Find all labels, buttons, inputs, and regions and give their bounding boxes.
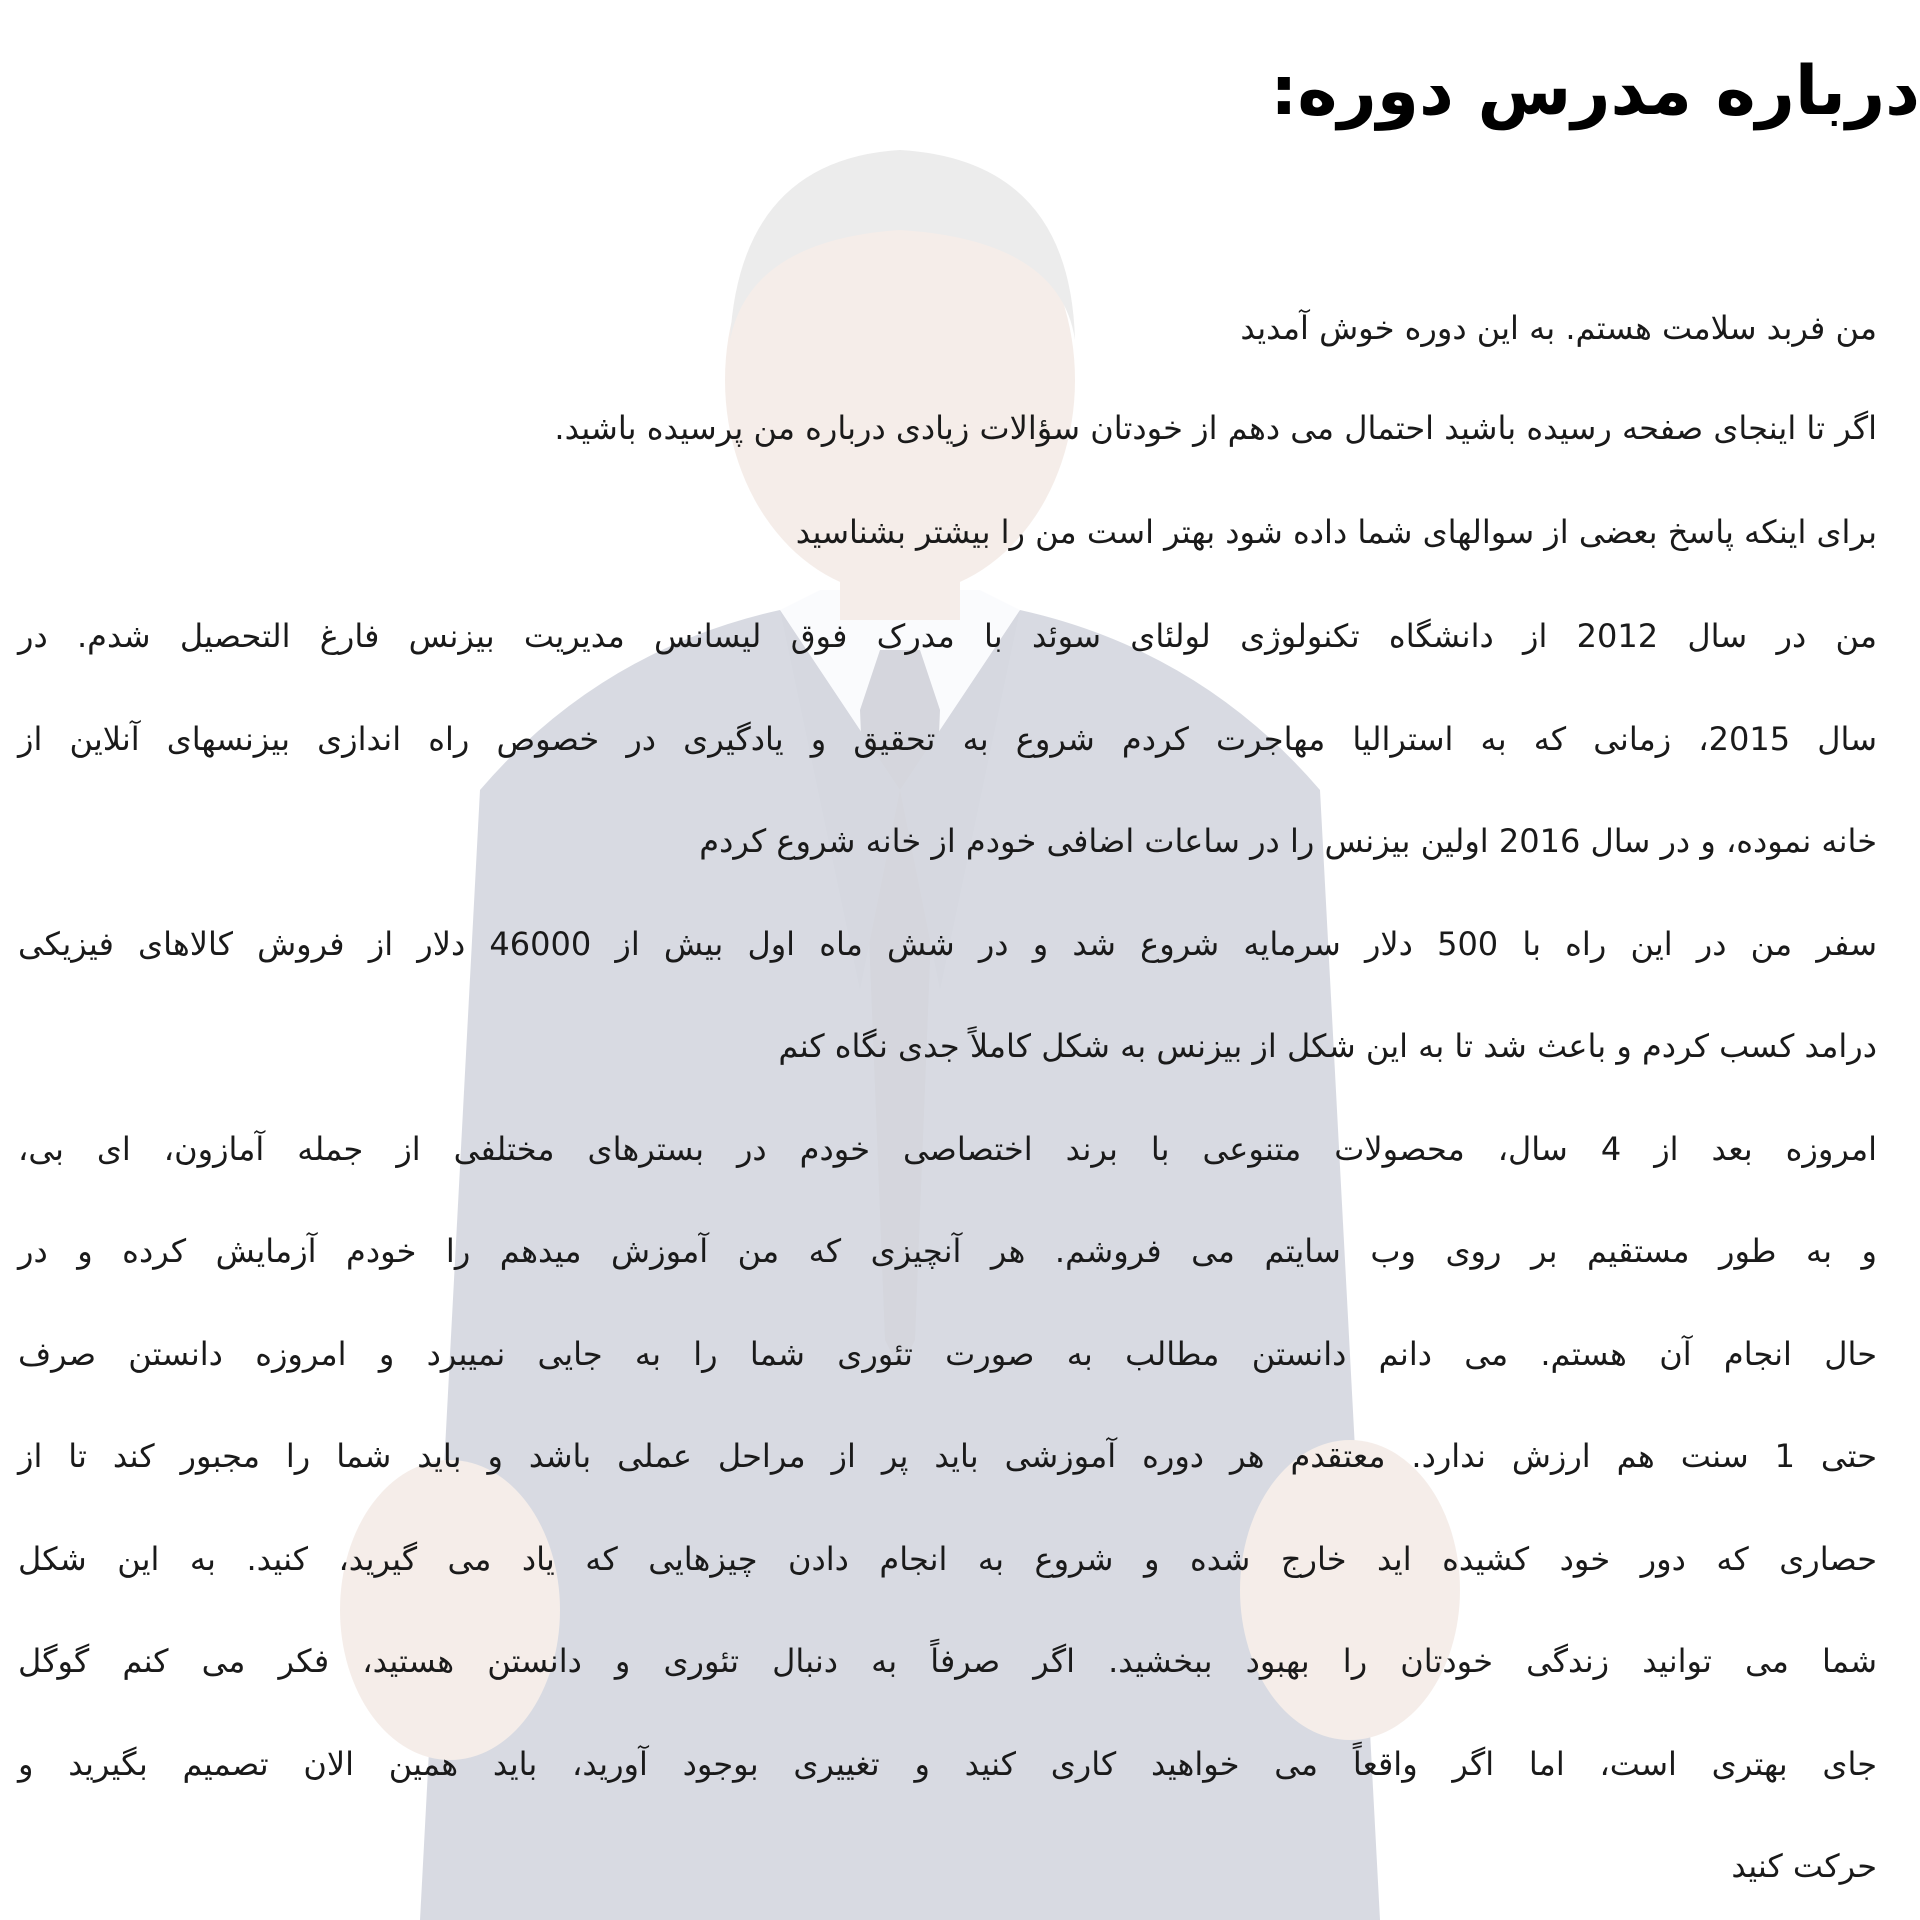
- bio-line: من در سال 2012 از دانشگاه تکنولوژی لولئای سوئد با مدرک فوق لیسانس مدیریت بیزنس فارغ التحصیل شدم. در: [18, 617, 1878, 655]
- bio-line: سال 2015، زمانی که به استرالیا مهاجرت کردم شروع به تحقیق و یادگیری در خصوص راه اندازی بیزنسهای آنلاین از: [18, 719, 1878, 758]
- bio-line: جای بهتری است، اما اگر واقعاً می خواهید کاری کنید و تغییری بوجود آورید، باید همین الان تصمیم بگیرید و: [18, 1744, 1877, 1783]
- intro-line-1: من فربد سلامت هستم. به این دوره خوش آمدید: [1240, 309, 1877, 347]
- bio-line: سفر من در این راه با 500 دلار سرمایه شروع شد و در شش ماه اول بیش از 46000 دلار از فروش کالاهای فیزیکی: [18, 924, 1878, 963]
- bio-line: حصاری که دور خود کشیده اید خارج شده و شروع به انجام دادن چیزهایی که یاد می گیرید، کنید. به این شکل: [18, 1539, 1877, 1578]
- bio-line: و به طور مستقیم بر روی وب سایتم می فروشم. هر آنچیزی که من آموزش میدهم را خودم آزمایش کرده و در: [18, 1232, 1877, 1270]
- bio-line: حتی 1 سنت هم ارزش ندارد. معتقدم هر دوره آموزشی باید پر از مراحل عملی باشد و باید شما را مجبور کند تا از: [18, 1437, 1878, 1475]
- bio-line: امروزه بعد از 4 سال، محصولات متنوعی با برند اختصاصی خودم در بسترهای مختلفی از جمله آمازون، ای بی،: [18, 1129, 1878, 1168]
- intro-line-3: برای اینکه پاسخ بعضی از سوالهای شما داده شود بهتر است من را بیشتر بشناسید: [795, 513, 1877, 551]
- bio-line: درامد کسب کردم و باعث شد تا به این شکل از بیزنس به شکل کاملاً جدی نگاه کنم: [778, 1027, 1877, 1065]
- bio-line: خانه نموده، و در سال 2016 اولین بیزنس را در ساعات اضافی خودم از خانه شروع کردم: [699, 822, 1877, 860]
- bio-paragraphs: [18, 612, 1877, 1920]
- bio-line: شما می توانید زندگی خودتان را بهبود ببخشید. اگر صرفاً به دنبال تئوری و دانستن هستید، فکر می کنم گوگل: [18, 1642, 1877, 1680]
- page-title: درباره مدرس دوره:: [1270, 52, 1920, 131]
- bio-line: حال انجام آن هستم. می دانم دانستن مطالب به صورت تئوری شما را به جایی نمیبرد و امروزه دانستن صرف: [18, 1334, 1877, 1373]
- bio-line: حرکت کنید: [1731, 1847, 1877, 1885]
- intro-line-2: اگر تا اینجای صفحه رسیده باشید احتمال می دهم از خودتان سؤالات زیادی درباره من پرسیده باشید.: [554, 409, 1877, 447]
